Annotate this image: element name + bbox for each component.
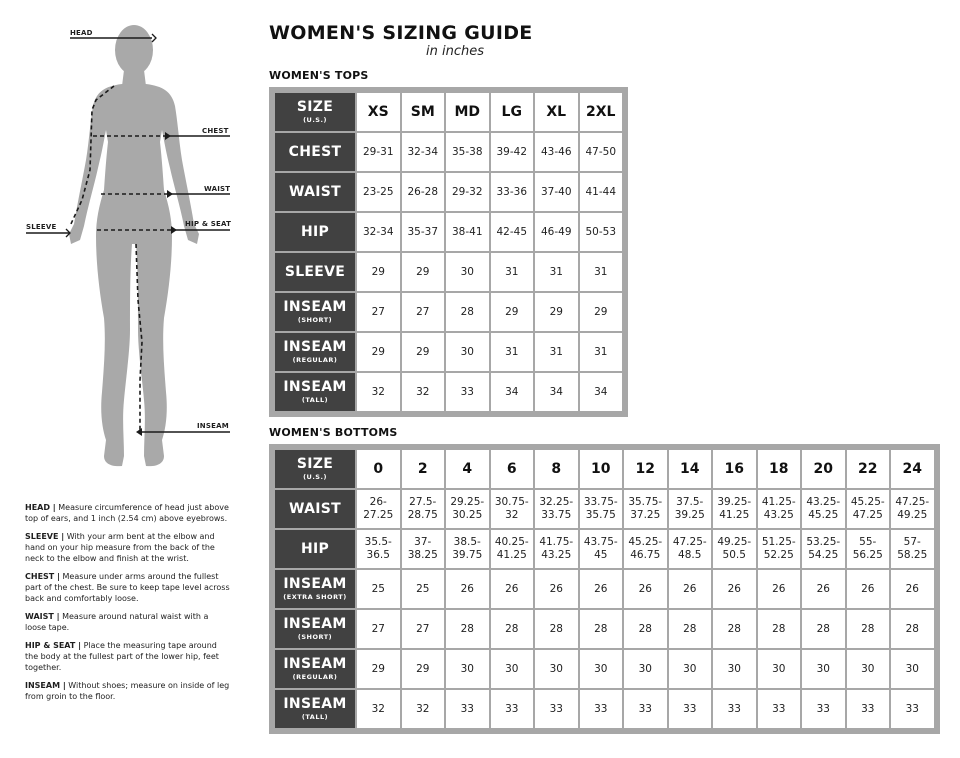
table-cell: 29-31 — [356, 132, 401, 172]
table-cell: 40.25- 41.25 — [490, 529, 535, 569]
row-header-cell — [274, 332, 356, 372]
table-cell: 29.25- 30.25 — [445, 489, 490, 529]
waist-label: WAIST — [204, 185, 231, 193]
row-sublabel: (TALL) — [301, 713, 329, 721]
instruction-item — [25, 502, 230, 524]
row-label: CHEST — [288, 143, 342, 160]
page-subtitle: in inches — [426, 44, 484, 59]
row-label: INSEAM — [283, 656, 347, 672]
row-sublabel: (SHORT) — [297, 316, 333, 324]
table-cell: 33 — [490, 689, 535, 729]
table-cell: 30 — [534, 649, 579, 689]
table-cell: 30 — [445, 649, 490, 689]
hip-seat-label: HIP & SEAT — [185, 220, 232, 228]
table-row — [274, 609, 935, 649]
row-label: WAIST — [289, 500, 341, 517]
table-cell: 55- 56.25 — [846, 529, 891, 569]
measurement-instructions — [25, 502, 230, 709]
bottoms-size-table — [273, 448, 936, 730]
instruction-label: INSEAM | — [25, 681, 66, 690]
size-column-header: 6 — [490, 449, 535, 489]
instruction-item — [25, 680, 230, 702]
instruction-item — [25, 571, 230, 604]
head-label: HEAD — [70, 29, 93, 37]
table-cell: 39-42 — [490, 132, 535, 172]
table-cell: 30 — [801, 649, 846, 689]
instruction-label: CHEST | — [25, 572, 60, 581]
table-cell: 30 — [490, 649, 535, 689]
table-cell: 23-25 — [356, 172, 401, 212]
table-row — [274, 292, 623, 332]
table-cell: 29 — [356, 649, 401, 689]
table-cell: 26 — [712, 569, 757, 609]
table-cell: 35.5- 36.5 — [356, 529, 401, 569]
table-cell: 30 — [890, 649, 935, 689]
table-row — [274, 649, 935, 689]
inseam-label: INSEAM — [197, 422, 229, 430]
table-row — [274, 132, 623, 172]
row-header-cell — [274, 569, 356, 609]
row-label: HIP — [300, 223, 330, 240]
table-cell: 32.25- 33.75 — [534, 489, 579, 529]
row-label: INSEAM — [283, 616, 347, 632]
table-row — [274, 332, 623, 372]
header-row — [274, 92, 623, 132]
table-cell: 37- 38.25 — [401, 529, 446, 569]
table-cell: 30 — [668, 649, 713, 689]
table-cell: 32 — [401, 689, 446, 729]
size-column-header: 16 — [712, 449, 757, 489]
table-cell: 26 — [445, 569, 490, 609]
size-column-header: 8 — [534, 449, 579, 489]
row-label: SLEEVE — [284, 263, 346, 280]
table-cell: 35-37 — [401, 212, 446, 252]
header-row — [274, 449, 935, 489]
instruction-text: Measure under arms around the fullest part of the chest. Be sure to keep tape level across back and comfortably loose. — [25, 572, 230, 603]
table-cell: 46-49 — [534, 212, 579, 252]
table-cell: 37-40 — [534, 172, 579, 212]
table-cell: 35.75- 37.25 — [623, 489, 668, 529]
table-cell: 31 — [579, 252, 624, 292]
size-header-sublabel: (U.S.) — [303, 116, 327, 124]
table-cell: 27 — [356, 292, 401, 332]
table-row — [274, 489, 935, 529]
tops-table-frame — [269, 87, 628, 417]
row-label: INSEAM — [283, 379, 347, 395]
row-header-cell — [274, 172, 356, 212]
size-column-header: 24 — [890, 449, 935, 489]
table-cell: 31 — [534, 332, 579, 372]
size-column-header: 4 — [445, 449, 490, 489]
table-cell: 34 — [579, 372, 624, 412]
size-column-header: MD — [445, 92, 490, 132]
table-cell: 26 — [623, 569, 668, 609]
size-column-header: XL — [534, 92, 579, 132]
table-cell: 29 — [356, 332, 401, 372]
table-cell: 32-34 — [401, 132, 446, 172]
row-header-cell — [274, 292, 356, 332]
table-cell: 27.5- 28.75 — [401, 489, 446, 529]
row-sublabel: (REGULAR) — [292, 673, 338, 681]
table-cell: 29 — [490, 292, 535, 332]
size-column-header: 2XL — [579, 92, 624, 132]
row-header-cell — [274, 132, 356, 172]
table-cell: 28 — [757, 609, 802, 649]
size-column-header: LG — [490, 92, 535, 132]
table-cell: 27 — [401, 292, 446, 332]
sleeve-label: SLEEVE — [26, 223, 57, 231]
row-sublabel: (SHORT) — [297, 633, 333, 641]
instruction-item — [25, 531, 230, 564]
table-cell: 43.75- 45 — [579, 529, 624, 569]
table-cell: 53.25- 54.25 — [801, 529, 846, 569]
table-cell: 29 — [401, 649, 446, 689]
bottoms-section-title: WOMEN'S BOTTOMS — [269, 426, 398, 439]
table-row — [274, 569, 935, 609]
table-cell: 32 — [356, 372, 401, 412]
size-column-header: SM — [401, 92, 446, 132]
table-cell: 33 — [890, 689, 935, 729]
table-cell: 30.75- 32 — [490, 489, 535, 529]
table-cell: 38-41 — [445, 212, 490, 252]
tops-section-title: WOMEN'S TOPS — [269, 69, 369, 82]
instruction-text: Without shoes; measure on inside of leg from groin to the floor. — [25, 681, 230, 701]
table-cell: 49.25- 50.5 — [712, 529, 757, 569]
instruction-item — [25, 611, 230, 633]
table-cell: 26 — [757, 569, 802, 609]
table-cell: 28 — [712, 609, 757, 649]
table-cell: 41.75- 43.25 — [534, 529, 579, 569]
table-cell: 30 — [712, 649, 757, 689]
row-header-cell — [274, 252, 356, 292]
table-cell: 32-34 — [356, 212, 401, 252]
instruction-label: SLEEVE | — [25, 532, 65, 541]
size-header-label: SIZE — [296, 456, 334, 472]
table-cell: 35-38 — [445, 132, 490, 172]
table-cell: 33 — [668, 689, 713, 729]
size-column-header: 22 — [846, 449, 891, 489]
table-cell: 37.5- 39.25 — [668, 489, 713, 529]
table-cell: 30 — [623, 649, 668, 689]
table-cell: 34 — [534, 372, 579, 412]
row-header-cell — [274, 649, 356, 689]
table-cell: 47.25- 48.5 — [668, 529, 713, 569]
chest-label: CHEST — [202, 127, 229, 135]
table-cell: 28 — [534, 609, 579, 649]
table-cell: 47.25- 49.25 — [890, 489, 935, 529]
table-cell: 33 — [712, 689, 757, 729]
table-cell: 33 — [846, 689, 891, 729]
row-label: INSEAM — [283, 339, 347, 355]
size-column-header: 2 — [401, 449, 446, 489]
table-cell: 26- 27.25 — [356, 489, 401, 529]
table-cell: 29-32 — [445, 172, 490, 212]
table-cell: 33 — [757, 689, 802, 729]
instruction-text: With your arm bent at the elbow and hand on your hip measure from the back of the neck to the elbow and finish at the wrist. — [25, 532, 215, 563]
row-label: HIP — [300, 540, 330, 557]
table-cell: 28 — [579, 609, 624, 649]
size-column-header: 0 — [356, 449, 401, 489]
table-cell: 29 — [356, 252, 401, 292]
table-cell: 30 — [846, 649, 891, 689]
table-cell: 50-53 — [579, 212, 624, 252]
table-cell: 33 — [445, 372, 490, 412]
table-cell: 27 — [356, 609, 401, 649]
table-cell: 28 — [890, 609, 935, 649]
table-cell: 47-50 — [579, 132, 624, 172]
table-cell: 34 — [490, 372, 535, 412]
table-cell: 31 — [579, 332, 624, 372]
table-cell: 45.25- 47.25 — [846, 489, 891, 529]
size-column-header: 12 — [623, 449, 668, 489]
table-cell: 28 — [623, 609, 668, 649]
table-cell: 30 — [757, 649, 802, 689]
row-header-cell — [274, 92, 356, 132]
table-cell: 32 — [356, 689, 401, 729]
table-cell: 28 — [801, 609, 846, 649]
table-cell: 33 — [579, 689, 624, 729]
row-label: WAIST — [289, 183, 341, 200]
size-column-header: XS — [356, 92, 401, 132]
instruction-label: HIP & SEAT | — [25, 641, 82, 650]
table-cell: 31 — [490, 332, 535, 372]
table-cell: 26 — [579, 569, 624, 609]
row-label: INSEAM — [283, 696, 347, 712]
table-cell: 43-46 — [534, 132, 579, 172]
instruction-label: WAIST | — [25, 612, 60, 621]
table-cell: 25 — [401, 569, 446, 609]
table-cell: 31 — [490, 252, 535, 292]
table-cell: 57- 58.25 — [890, 529, 935, 569]
bottoms-table-frame — [269, 444, 940, 734]
instruction-label: HEAD | — [25, 503, 56, 512]
table-cell: 27 — [401, 609, 446, 649]
tops-size-table — [273, 91, 624, 413]
table-cell: 31 — [534, 252, 579, 292]
table-cell: 30 — [579, 649, 624, 689]
table-row — [274, 372, 623, 412]
table-cell: 26 — [890, 569, 935, 609]
table-cell: 51.25- 52.25 — [757, 529, 802, 569]
table-row — [274, 172, 623, 212]
row-header-cell — [274, 529, 356, 569]
table-cell: 33 — [801, 689, 846, 729]
row-header-cell — [274, 212, 356, 252]
table-cell: 28 — [445, 292, 490, 332]
table-cell: 26 — [846, 569, 891, 609]
size-column-header: 20 — [801, 449, 846, 489]
row-header-cell — [274, 689, 356, 729]
table-cell: 32 — [401, 372, 446, 412]
row-header-cell — [274, 489, 356, 529]
table-cell: 41-44 — [579, 172, 624, 212]
table-cell: 30 — [445, 332, 490, 372]
table-row — [274, 252, 623, 292]
table-cell: 33 — [534, 689, 579, 729]
table-cell: 45.25- 46.75 — [623, 529, 668, 569]
table-cell: 28 — [668, 609, 713, 649]
table-cell: 26 — [490, 569, 535, 609]
table-cell: 29 — [579, 292, 624, 332]
table-cell: 28 — [490, 609, 535, 649]
female-silhouette-icon — [0, 0, 260, 480]
body-measurement-figure — [0, 0, 260, 480]
table-cell: 25 — [356, 569, 401, 609]
table-cell: 26 — [801, 569, 846, 609]
table-cell: 33 — [445, 689, 490, 729]
size-column-header: 18 — [757, 449, 802, 489]
table-cell: 33.75- 35.75 — [579, 489, 624, 529]
table-cell: 39.25- 41.25 — [712, 489, 757, 529]
table-cell: 29 — [534, 292, 579, 332]
table-cell: 26 — [668, 569, 713, 609]
table-cell: 43.25- 45.25 — [801, 489, 846, 529]
table-cell: 29 — [401, 252, 446, 292]
table-row — [274, 689, 935, 729]
size-column-header: 10 — [579, 449, 624, 489]
size-header-label: SIZE — [296, 99, 334, 115]
table-cell: 42-45 — [490, 212, 535, 252]
table-cell: 28 — [445, 609, 490, 649]
table-row — [274, 529, 935, 569]
size-header-sublabel: (U.S.) — [303, 473, 327, 481]
table-cell: 28 — [846, 609, 891, 649]
table-cell: 29 — [401, 332, 446, 372]
table-cell: 33-36 — [490, 172, 535, 212]
table-cell: 33 — [623, 689, 668, 729]
row-label: INSEAM — [283, 576, 347, 592]
size-column-header: 14 — [668, 449, 713, 489]
row-sublabel: (EXTRA SHORT) — [283, 593, 347, 601]
table-cell: 38.5- 39.75 — [445, 529, 490, 569]
instruction-text: Measure circumference of head just above top of ears, and 1 inch (2.54 cm) above eyebrows. — [25, 503, 229, 523]
table-cell: 26 — [534, 569, 579, 609]
table-cell: 26-28 — [401, 172, 446, 212]
row-sublabel: (TALL) — [301, 396, 329, 404]
row-header-cell — [274, 609, 356, 649]
row-header-cell — [274, 372, 356, 412]
table-cell: 41.25- 43.25 — [757, 489, 802, 529]
instruction-text: Place the measuring tape around the body at the fullest part of the lower hip, feet together. — [25, 641, 219, 672]
row-label: INSEAM — [283, 299, 347, 315]
table-row — [274, 212, 623, 252]
row-header-cell — [274, 449, 356, 489]
row-sublabel: (REGULAR) — [292, 356, 338, 364]
instruction-text: Measure around natural waist with a loose tape. — [25, 612, 209, 632]
table-cell: 30 — [445, 252, 490, 292]
page-title: WOMEN'S SIZING GUIDE — [269, 22, 533, 44]
instruction-item — [25, 640, 230, 673]
